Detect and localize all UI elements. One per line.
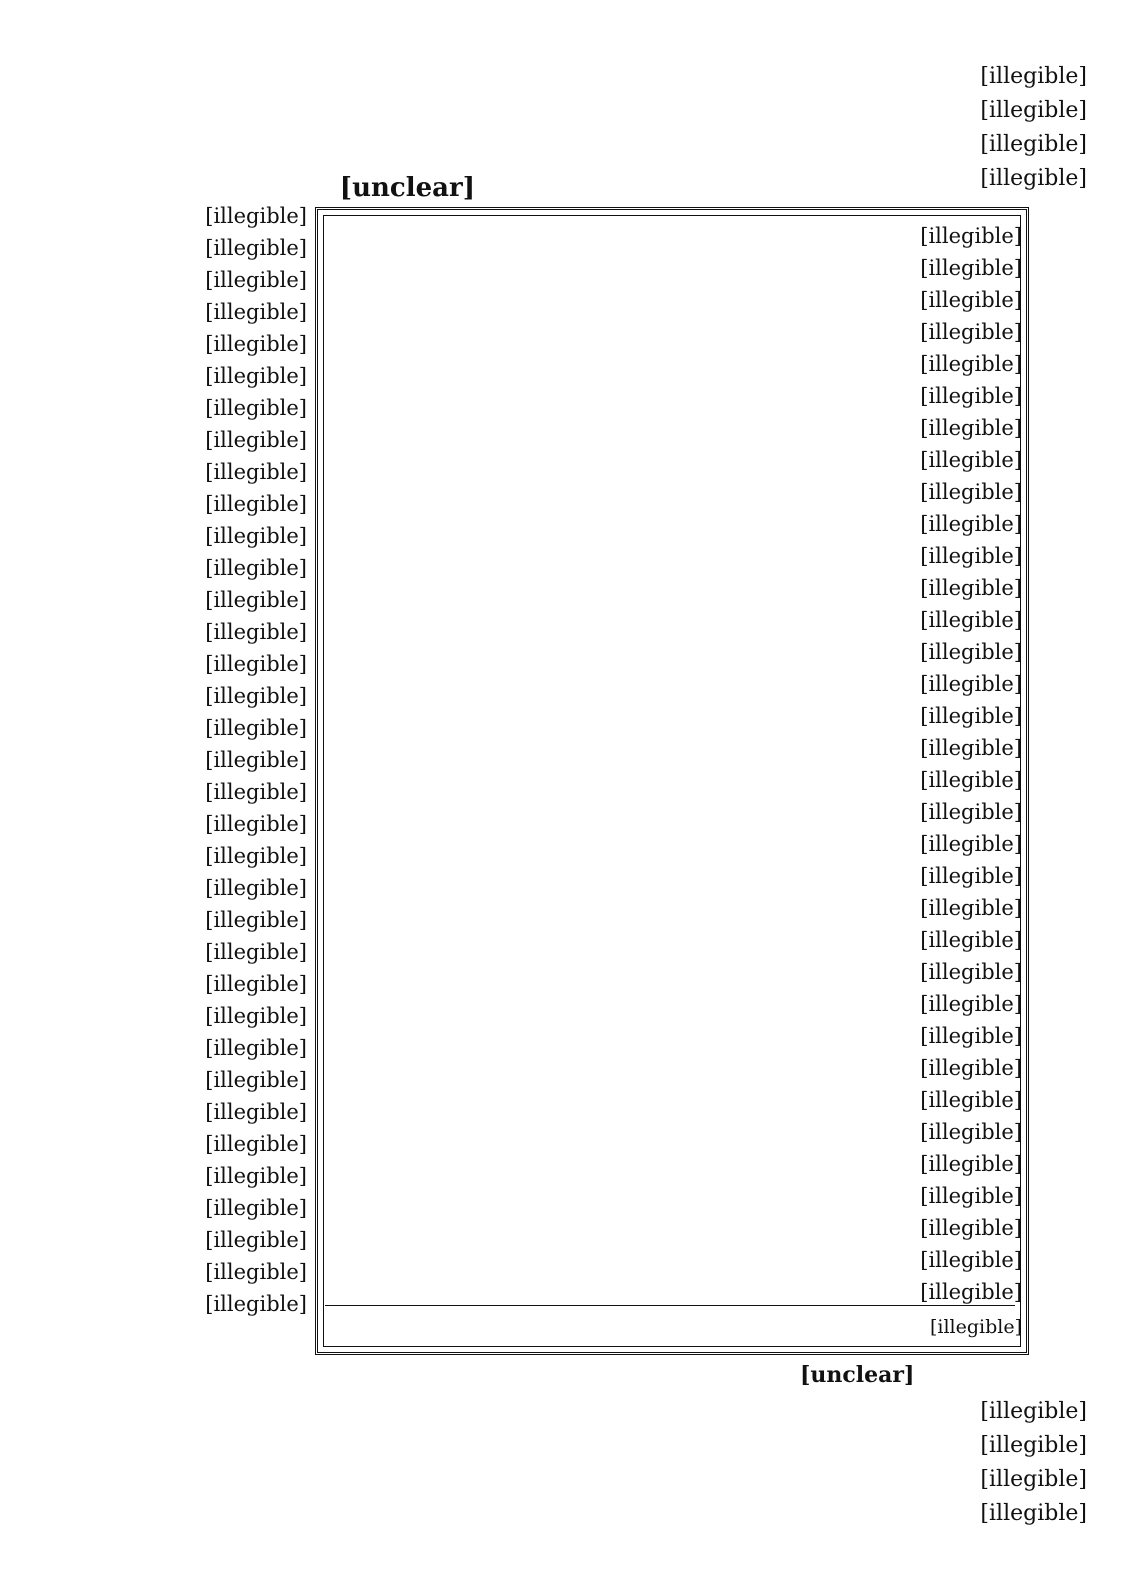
side-text-line: [illegible] (205, 1132, 307, 1156)
side-text-line: [illegible] (205, 940, 307, 964)
main-text-line: [illegible] (920, 832, 1022, 856)
bottom-line: [illegible] (980, 1501, 1087, 1526)
side-text-line: [illegible] (205, 908, 307, 932)
side-text-line: [illegible] (205, 1100, 307, 1124)
header-line: [illegible] (980, 64, 1087, 89)
main-text-line: [illegible] (920, 480, 1022, 504)
side-text-line: [illegible] (205, 684, 307, 708)
side-text-line: [illegible] (205, 524, 307, 548)
main-text-line: [illegible] (920, 608, 1022, 632)
main-text-line: [illegible] (920, 1024, 1022, 1048)
main-text-line: [illegible] (920, 1184, 1022, 1208)
main-text-line: [illegible] (920, 960, 1022, 984)
header-line: [illegible] (980, 132, 1087, 157)
side-text-line: [illegible] (205, 780, 307, 804)
side-text-line: [illegible] (205, 492, 307, 516)
side-text-line: [illegible] (205, 364, 307, 388)
main-text-line: [illegible] (920, 864, 1022, 888)
main-text-line: [illegible] (920, 640, 1022, 664)
main-text-line: [illegible] (920, 1056, 1022, 1080)
main-text-line: [illegible] (920, 320, 1022, 344)
main-text-line: [illegible] (920, 1088, 1022, 1112)
main-text-line: [illegible] (920, 288, 1022, 312)
main-text-line: [illegible] (920, 704, 1022, 728)
side-text-line: [illegible] (205, 332, 307, 356)
footnote: [illegible] (929, 1316, 1022, 1338)
side-text-line: [illegible] (205, 972, 307, 996)
main-text-line: [illegible] (920, 1248, 1022, 1272)
side-text-line: [illegible] (205, 1068, 307, 1092)
main-text-line: [illegible] (920, 768, 1022, 792)
side-text-line: [illegible] (205, 1228, 307, 1252)
side-text-line: [illegible] (205, 556, 307, 580)
bottom-label: [unclear] (800, 1362, 915, 1388)
side-text-line: [illegible] (205, 1196, 307, 1220)
side-text-line: [illegible] (205, 716, 307, 740)
bottom-line: [illegible] (980, 1433, 1087, 1458)
page-number: [unclear] (339, 173, 475, 203)
side-text-line: [illegible] (205, 1036, 307, 1060)
main-text-line: [illegible] (920, 1152, 1022, 1176)
side-text-line: [illegible] (205, 876, 307, 900)
main-text-line: [illegible] (920, 1216, 1022, 1240)
main-text-line: [illegible] (920, 1280, 1022, 1304)
side-text-line: [illegible] (205, 1004, 307, 1028)
side-text-line: [illegible] (205, 300, 307, 324)
main-text-line: [illegible] (920, 544, 1022, 568)
header-line: [illegible] (980, 98, 1087, 123)
main-text-line: [illegible] (920, 256, 1022, 280)
side-text-line: [illegible] (205, 588, 307, 612)
main-text-line: [illegible] (920, 384, 1022, 408)
bottom-line: [illegible] (980, 1467, 1087, 1492)
header-line: [illegible] (980, 166, 1087, 191)
side-text-line: [illegible] (205, 1260, 307, 1284)
side-text-line: [illegible] (205, 812, 307, 836)
side-text-line: [illegible] (205, 204, 307, 228)
footnote-rule (325, 1305, 1015, 1306)
main-text-line: [illegible] (920, 416, 1022, 440)
main-text-line: [illegible] (920, 1120, 1022, 1144)
side-text-line: [illegible] (205, 428, 307, 452)
main-text-line: [illegible] (920, 352, 1022, 376)
main-text-line: [illegible] (920, 896, 1022, 920)
side-text-line: [illegible] (205, 1292, 307, 1316)
main-text-line: [illegible] (920, 928, 1022, 952)
bottom-line: [illegible] (980, 1399, 1087, 1424)
side-text-line: [illegible] (205, 620, 307, 644)
main-text-line: [illegible] (920, 512, 1022, 536)
side-text-line: [illegible] (205, 652, 307, 676)
side-text-line: [illegible] (205, 268, 307, 292)
main-text-line: [illegible] (920, 448, 1022, 472)
main-text-line: [illegible] (920, 576, 1022, 600)
main-text-line: [illegible] (920, 224, 1022, 248)
side-text-line: [illegible] (205, 1164, 307, 1188)
side-text-line: [illegible] (205, 396, 307, 420)
side-text-line: [illegible] (205, 748, 307, 772)
main-text-line: [illegible] (920, 800, 1022, 824)
main-text-line: [illegible] (920, 992, 1022, 1016)
main-text-line: [illegible] (920, 672, 1022, 696)
side-text-line: [illegible] (205, 460, 307, 484)
side-text-line: [illegible] (205, 236, 307, 260)
side-text-line: [illegible] (205, 844, 307, 868)
main-text-line: [illegible] (920, 736, 1022, 760)
